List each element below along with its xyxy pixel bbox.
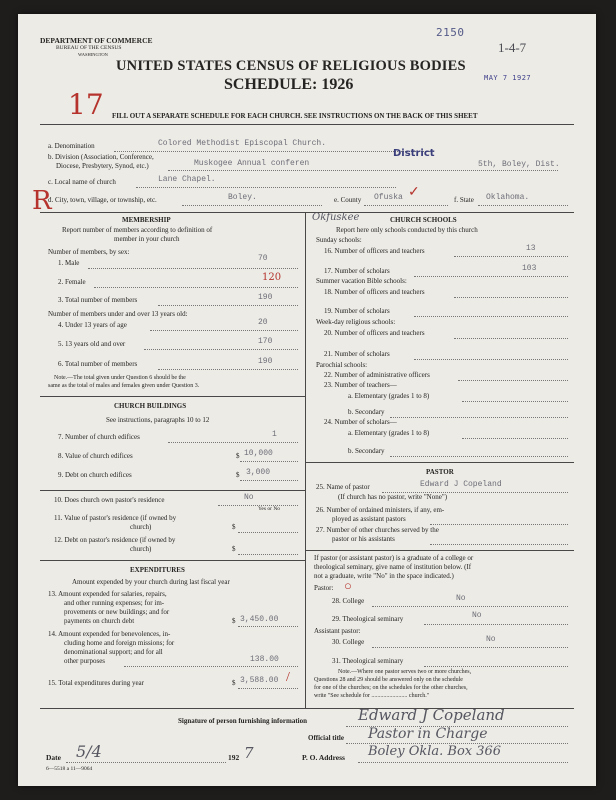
male-value: 70 <box>258 254 268 263</box>
q15-value: 3,588.00 <box>240 676 279 685</box>
q24a-label: a. Elementary (grades 1 to 8) <box>348 429 430 437</box>
division-label: b. Division (Association, Conference, <box>48 153 154 161</box>
census-schedule-sheet: DEPARTMENT OF COMMERCE BUREAU OF THE CENSUS WASHINGTON 2150 1-4-7 MAY 7 1927 UNITED STATES CENSUS OF RELIGIOUS BODIES SCHEDULE: 1926 17 FILL OUT A SEPARATE SCHEDULE FOR EACH CHURCH. SEE INSTRUCTIONS ON THE BACK OF THIS SHEET a. Denomination Colored Methodist Episcopal Church. b. Division (Association, Conference, Diocese, Presbytery, Synod, etc.) Muskogee Annual conferen District 5th, Boley, Dist. R c. Local name of church Lane Chapel. d. City, town, village, or township, etc. Boley. e. County Ofuska ✓ f. State Oklahoma. MEMBERSHIP Report number of members according to definition of member in your church Number of members, by sex: 1. Male 70 2. Female 120 3. Total number of members 190 Number of members under and over 13 years old: 4. Under 13 years of age 20 5. 13 years old and over 170 6. Total number of members 190 Note.—The total given under Question 6 should be the same as the total of males and females given under Question 3. CHURCH BUILDINGS See instructions, paragraphs 10 to 12 7. Number of church edifices 1 8. Value of church edifices $ 10,000 9. Debt on church edifices $ 3,000 10. Does church own pastor's residence No Yes or No 11. Value of pastor's residence (if owned by church) $ 12. Debt on pastor's residence (if owned by church) $ EXPENDITURES Amount expended by your church during last fiscal year 13. Amount expended for salaries, repairs, and other running expenses; for im- provements or new buildings; and for payments on church debt $ 3,450.00 14. Amount expended for benevolences, in- cluding home and foreign missions; for denominational support; and for all other purposes 138.00 15. Total expenditures during year $ 3,588.00 / Okfuskee CHURCH SCHOOLS Report here only schools conducted by this church Sunday schools: 16. Number of officers and teachers 13 17. Number of scholars 103 Summer vacation Bible schools: 18. Number of officers and teachers 19. Number of scholars Week-day religious schools: 20. Number of officers and teachers 21. Number of scholars Parochial schools: 22. Number of administrative officers 23. Number of teachers— a. Elementary (grades 1 to 8) b. Secondary 24. Number of scholars— a. Elementary (grades 1 to 8) b. Secondary PASTOR 25. Name of pastor Edward J Copeland (If church has no pastor, write "None") 26. Number of ordained ministers, if any, em- ployed as assistant pastors 27. Number of other churches served by the pastor or his assistants If pastor (or assistant pastor) is a graduate of a college or theological seminary, give name of institution below. (If not a graduate, write "No" in the space indicated.) Pastor: ○ 28. College No 29. Theological seminary No Assistant pastor: 30. College No 31. Theological seminary Note.—Where one pastor serves two or more churches, Questions 28 and 29 should be answered only on the schedule for one of the churches; on the schedules for the other churches, write "See schedule for ........................ church." Signature of person furnishing information Edward J Copeland Official title Pastor in Charge Date 5/4 192 7 P. O. Address Boley Okla. Box 366 6—5518 a 11—9064 <box>18 14 596 786</box>
q13-line-2: and other running expenses; for im- <box>64 599 165 607</box>
red-checkmark: ✓ <box>408 185 420 200</box>
membership-footnote-2: same as the total of males and females given under Question 3. <box>48 383 200 389</box>
q29-value: No <box>472 611 482 620</box>
q24-label: 24. Number of scholars— <box>324 418 397 426</box>
denomination-value: Colored Methodist Episcopal Church. <box>158 139 327 148</box>
pastor-footnote-4: write "See schedule for ........................ church." <box>314 693 430 699</box>
q15-label: 15. Total expenditures during year <box>48 679 144 687</box>
division-value: Muskogee Annual conferen <box>194 159 310 168</box>
total-members-age-label: 6. Total number of members <box>58 360 138 368</box>
expenditures-sub: Amount expended by your church during last fiscal year <box>72 578 230 586</box>
q14-line-4: other purposes <box>64 657 106 665</box>
form-number: 6—5518 a 11—9064 <box>46 766 93 772</box>
under-13-label: 4. Under 13 years of age <box>58 321 127 329</box>
membership-footnote-1: Note.—The total given under Question 6 should be the <box>54 375 186 381</box>
membership-note-1: Report number of members according to definition of <box>62 226 213 234</box>
official-title-value: Pastor in Charge <box>368 726 488 742</box>
section-divider-top <box>40 212 574 213</box>
po-address-value: Boley Okla. Box 366 <box>368 744 502 759</box>
q18-label: 18. Number of officers and teachers <box>324 288 425 296</box>
signature-label: Signature of person furnishing information <box>178 717 307 725</box>
q25-label: 25. Name of pastor <box>316 483 370 491</box>
buildings-heading: CHURCH BUILDINGS <box>114 402 187 410</box>
male-label: 1. Male <box>58 259 80 267</box>
church-name-label: c. Local name of church <box>48 178 116 186</box>
q14-line-2: cluding home and foreign missions; for <box>64 639 175 647</box>
date-stamp: MAY 7 1927 <box>484 74 532 82</box>
red-mark-17: 17 <box>68 88 104 121</box>
red-mark-r: R <box>32 186 52 216</box>
q14-line-1: 14. Amount expended for benevolences, in- <box>48 630 171 638</box>
date-label: Date <box>46 753 61 762</box>
schedule-title: SCHEDULE: 1926 <box>224 76 354 93</box>
q29-label: 29. Theological seminary <box>332 615 404 623</box>
q24b-label: b. Secondary <box>348 447 385 455</box>
q28-label: 28. College <box>332 597 365 605</box>
edifices-value-value: 10,000 <box>244 449 273 458</box>
q28-value: No <box>456 594 466 603</box>
residence-value-label-2: church) <box>130 523 152 531</box>
owns-residence-label: 10. Does church own pastor's residence <box>54 496 165 504</box>
q27-label-2: pastor or his assistants <box>332 535 395 543</box>
red-circle-mark: ○ <box>344 578 352 593</box>
edifices-debt-label: 9. Debt on church edifices <box>58 471 132 479</box>
q16-label: 16. Number of officers and teachers <box>324 247 425 255</box>
edifices-debt-value: 3,000 <box>246 468 271 477</box>
yes-no-hint: Yes or No <box>258 506 281 512</box>
over-13-value: 170 <box>258 337 273 346</box>
q26-label-2: ployed as assistant pastors <box>332 515 406 523</box>
parochial-schools-label: Parochial schools: <box>316 361 368 369</box>
schools-handwritten-note: Okfuskee <box>312 212 360 223</box>
district-value: 5th, Boley, Dist. <box>478 160 560 169</box>
residence-debt-label: 12. Debt on pastor's residence (if owned by <box>54 536 176 544</box>
city-value: Boley. <box>228 193 257 202</box>
q14-value: 138.00 <box>250 655 279 664</box>
weekday-schools-label: Week-day religious schools: <box>316 318 396 326</box>
graduate-note-3: not a graduate, write "No" in the space indicated.) <box>314 572 454 580</box>
over-13-label: 5. 13 years old and over <box>58 340 126 348</box>
pastor-footnote-2: Questions 28 and 29 should be answered only on the schedule <box>314 677 463 683</box>
total-members-value: 190 <box>258 293 273 302</box>
under-13-value: 20 <box>258 318 268 327</box>
sunday-schools-label: Sunday schools: <box>316 236 362 244</box>
q21-label: 21. Number of scholars <box>324 350 390 358</box>
q13-value: 3,450.00 <box>240 615 279 624</box>
pastor-heading: PASTOR <box>426 468 454 476</box>
year-digit: 7 <box>244 744 254 762</box>
residence-value-label: 11. Value of pastor's residence (if owned by <box>54 514 177 522</box>
state-label: f. State <box>454 196 474 204</box>
graduate-note-2: theological seminary, give name of institution below. (If <box>314 563 472 571</box>
serial-number: 2150 <box>436 26 465 39</box>
assistant-pastor-label: Assistant pastor: <box>314 627 361 635</box>
q16-value: 13 <box>526 244 536 253</box>
female-value: 120 <box>262 272 282 283</box>
file-number: 1-4-7 <box>498 40 527 55</box>
age-section-label: Number of members under and over 13 years old: <box>48 310 188 318</box>
bureau-label: BUREAU OF THE CENSUS <box>56 45 122 51</box>
county-label: e. County <box>334 196 362 204</box>
po-address-label: P. O. Address <box>302 753 345 762</box>
edifices-count-value: 1 <box>272 430 277 439</box>
graduate-note-1: If pastor (or assistant pastor) is a graduate of a college or <box>314 554 474 562</box>
total-members-label: 3. Total number of members <box>58 296 138 304</box>
church-name-value: Lane Chapel. <box>158 175 216 184</box>
q22-label: 22. Number of administrative officers <box>324 371 430 379</box>
q30-value: No <box>486 635 496 644</box>
official-title-label: Official title <box>308 734 344 742</box>
q25-value: Edward J Copeland <box>420 480 502 489</box>
form-title: UNITED STATES CENSUS OF RELIGIOUS BODIES <box>116 58 466 74</box>
total-members-age-value: 190 <box>258 357 273 366</box>
q30-label: 30. College <box>332 638 365 646</box>
q23a-label: a. Elementary (grades 1 to 8) <box>348 392 430 400</box>
q23b-label: b. Secondary <box>348 408 385 416</box>
female-label: 2. Female <box>58 278 86 286</box>
county-value: Ofuska <box>374 193 403 202</box>
edifices-count-label: 7. Number of church edifices <box>58 433 140 441</box>
q23-label: 23. Number of teachers— <box>324 381 397 389</box>
q14-line-3: denominational support; and for all <box>64 648 163 656</box>
membership-note-2: member in your church <box>114 235 180 243</box>
pastor-sub-label: Pastor: <box>314 584 334 592</box>
members-by-sex-label: Number of members, by sex: <box>48 248 130 256</box>
column-divider <box>305 212 306 708</box>
state-value: Oklahoma. <box>486 193 530 202</box>
department-label: DEPARTMENT OF COMMERCE <box>40 36 153 45</box>
red-tick-expenditure: / <box>286 670 290 685</box>
city-field-label: d. City, town, village, or township, etc. <box>48 196 157 204</box>
q27-label: 27. Number of other churches served by the <box>316 526 439 534</box>
q13-line-1: 13. Amount expended for salaries, repairs, <box>48 590 167 598</box>
date-value: 5/4 <box>76 742 102 761</box>
q17-value: 103 <box>522 264 537 273</box>
edifices-value-label: 8. Value of church edifices <box>58 452 133 460</box>
q13-line-3: provements or new buildings; and for <box>64 608 170 616</box>
buildings-sub: See instructions, paragraphs 10 to 12 <box>106 416 210 424</box>
expenditures-heading: EXPENDITURES <box>130 566 185 574</box>
q13-line-4: payments on church debt <box>64 617 135 625</box>
q19-label: 19. Number of scholars <box>324 307 390 315</box>
signature-value: Edward J Copeland <box>358 706 505 724</box>
schools-heading: CHURCH SCHOOLS <box>390 216 457 224</box>
q17-label: 17. Number of scholars <box>324 267 390 275</box>
residence-debt-label-2: church) <box>130 545 152 553</box>
owns-residence-value: No <box>244 493 254 502</box>
summer-schools-label: Summer vacation Bible schools: <box>316 277 407 285</box>
year-prefix: 192 <box>228 753 240 762</box>
header-divider <box>40 124 574 125</box>
membership-heading: MEMBERSHIP <box>122 216 171 224</box>
q20-label: 20. Number of officers and teachers <box>324 329 425 337</box>
pastor-footnote-3: for one of the churches; on the schedules for the other churches, <box>314 685 468 691</box>
q31-label: 31. Theological seminary <box>332 657 404 665</box>
district-stamp: District <box>393 148 435 159</box>
city-label: WASHINGTON <box>78 52 108 57</box>
q26-label: 26. Number of ordained ministers, if any, em- <box>316 506 445 514</box>
division-label-2: Diocese, Presbytery, Synod, etc.) <box>56 162 149 170</box>
schools-sub: Report here only schools conducted by this church <box>336 226 478 234</box>
q25-hint: (If church has no pastor, write "None") <box>338 493 448 501</box>
denomination-label: a. Denomination <box>48 142 95 150</box>
pastor-footnote-1: Note.—Where one pastor serves two or more churches, <box>338 669 472 675</box>
instruction-banner: FILL OUT A SEPARATE SCHEDULE FOR EACH CHURCH. SEE INSTRUCTIONS ON THE BACK OF THIS SHEET <box>112 112 478 120</box>
